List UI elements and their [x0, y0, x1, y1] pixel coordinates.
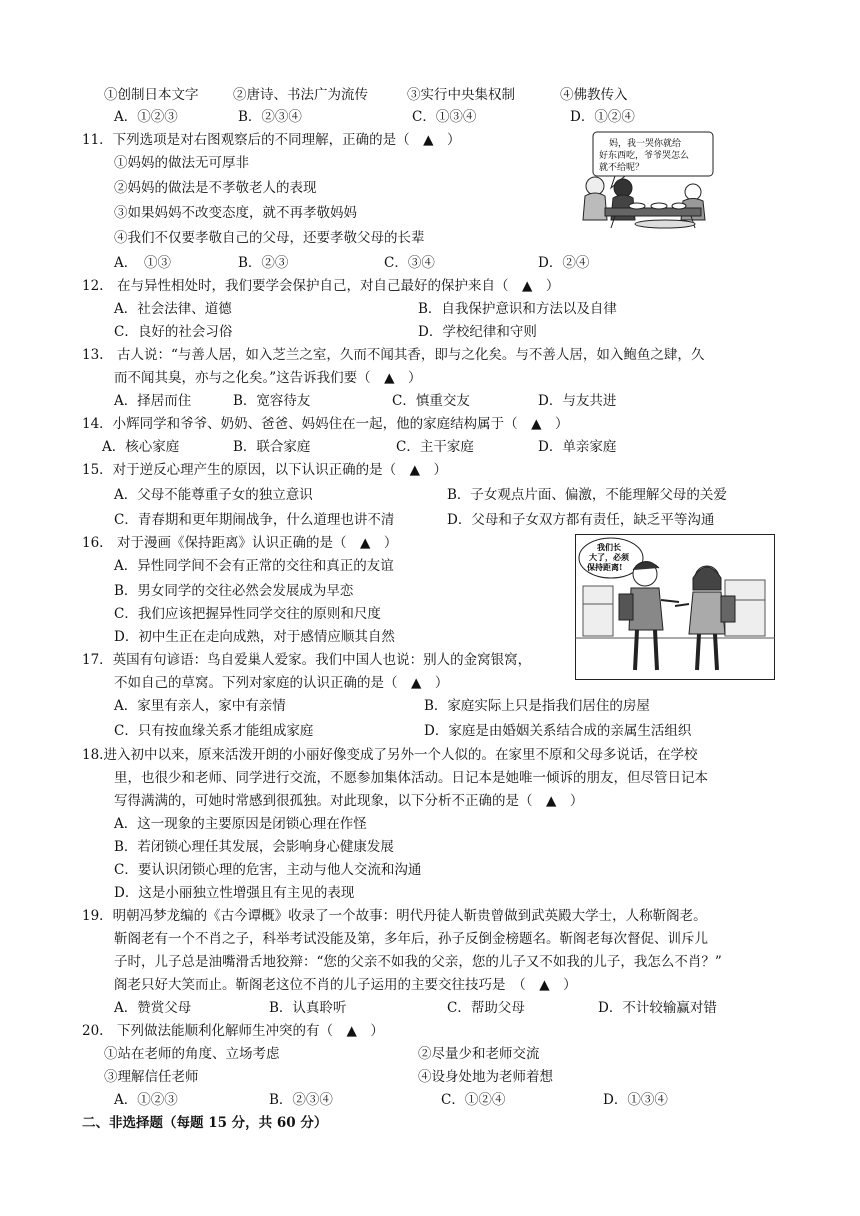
q12-option-c: C．良好的社会习俗	[114, 324, 233, 340]
q18-option-a: A．这一现象的主要原因是闭锁心理在作怪	[114, 816, 367, 832]
q11-bubble-line-3: 就不给呢？	[599, 163, 645, 173]
q11-item-3: ③如果妈妈不改变态度，就不再孝敬妈妈	[114, 205, 357, 221]
family-dinner-cartoon	[575, 130, 715, 230]
q16-option-d: D．初中生正在走向成熟，对于感情应顺其自然	[114, 629, 395, 645]
q18-option-b: B．若闭锁心理任其发展，会影响身心健康发展	[114, 839, 394, 855]
q11-bubble-line-2: 好东西吃，爷爷哭怎么	[599, 151, 690, 161]
top-item-3: ③实行中央集权制	[407, 87, 515, 103]
q15-option-b: B．子女观点片面、偏激，不能理解父母的关爱	[447, 487, 727, 503]
top-option-d: D．①②④	[570, 109, 635, 125]
q13-option-b: B．宽容待友	[233, 393, 311, 409]
q14-stem: 14．小辉同学和爷爷、奶奶、爸爸、妈妈住在一起，他的家庭结构属于（ ▲ ）	[82, 416, 569, 432]
q15-stem: 15．对于逆反心理产生的原因，以下认识正确的是（ ▲ ）	[82, 462, 448, 478]
q11-bubble-line-1: 妈，我一哭你就给	[609, 139, 682, 149]
q11-option-d: D．②④	[538, 255, 590, 271]
q15-option-a: A．父母不能尊重子女的独立意识	[114, 487, 313, 503]
q15-option-c: C．青春期和更年期闹战争，什么道理也讲不清	[114, 512, 395, 528]
keep-distance-cartoon	[575, 534, 775, 680]
q20-option-b: B．②③④	[269, 1092, 333, 1108]
q17-option-a: A．家里有亲人，家中有亲情	[114, 698, 286, 714]
q11-option-b: B．②③	[238, 255, 289, 271]
q18-stem-line-3: 写得满满的，可她时常感到很孤独。对此现象，以下分析不正确的是（ ▲ ）	[114, 793, 584, 809]
q16-option-c: C．我们应该把握异性同学交往的原则和尺度	[114, 606, 381, 622]
q20-stem: 20. 下列做法能顺利化解师生冲突的有（ ▲ ）	[82, 1023, 384, 1039]
q14-option-a: A．核心家庭	[102, 439, 180, 455]
q19-stem-line-4: 阁老只好大笑而止。靳阁老这位不肖的儿子运用的主要交往技巧是 （ ▲ ）	[114, 977, 577, 993]
top-item-1: ①创制日本文字	[104, 87, 199, 103]
q20-option-d: D．①③④	[603, 1092, 668, 1108]
q14-option-c: C．主干家庭	[396, 439, 474, 455]
q16-stem: 16. 对于漫画《保持距离》认识正确的是（ ▲ ）	[82, 535, 398, 551]
q20-item-3: ③理解信任老师	[104, 1069, 199, 1085]
q14-option-d: D．单亲家庭	[538, 439, 617, 455]
q11-option-a: A． ①③	[114, 255, 171, 271]
q20-item-1: ①站在老师的角度、立场考虑	[104, 1046, 280, 1062]
q17-stem-line-2: 不如自己的草窝。下列对家庭的认识正确的是（ ▲ ）	[114, 675, 449, 691]
top-option-c: C．①③④	[412, 109, 477, 125]
q20-item-4: ④设身处地为老师着想	[418, 1069, 553, 1085]
q12-option-b: B．自我保护意识和方法以及自律	[418, 301, 617, 317]
top-option-b: B．②③④	[238, 109, 302, 125]
q16-option-a: A．异性同学间不会有正常的交往和真正的友谊	[114, 558, 394, 574]
q18-stem-line-2: 里，也很少和老师、同学进行交流，不愿参加集体活动。日记本是她唯一倾诉的朋友，但尽管日记本	[114, 770, 708, 786]
top-option-a: A．①②③	[114, 109, 178, 125]
q17-option-c: C．只有按血缘关系才能组成家庭	[114, 723, 314, 739]
q16-bubble-line-3: 保持距离!	[587, 562, 623, 572]
q12-option-a: A．社会法律、道德	[114, 301, 232, 317]
q11-item-4: ④我们不仅要孝敬自己的父母，还要孝敬父母的长辈	[114, 230, 425, 246]
q11-option-c: C．③④	[384, 255, 435, 271]
q14-option-b: B．联合家庭	[233, 439, 311, 455]
q13-option-a: A．择居而住	[114, 393, 192, 409]
q17-option-b: B．家庭实际上只是指我们居住的房屋	[424, 698, 650, 714]
q12-stem: 12. 在与异性相处时，我们要学会保护自己，对自己最好的保护来自（ ▲ ）	[82, 278, 560, 294]
q19-option-c: C．帮助父母	[447, 1000, 525, 1016]
q18-option-d: D．这是小丽独立性增强且有主见的表现	[114, 885, 355, 901]
q15-option-d: D．父母和子女双方都有责任，缺乏平等沟通	[447, 512, 715, 528]
q16-bubble-line-2: 大了，必须	[589, 552, 629, 562]
q19-option-a: A．赞赏父母	[114, 1000, 192, 1016]
q17-stem-line-1: 17．英国有句谚语：鸟自爱巢人爱家。我们中国人也说：别人的金窝银窝，	[82, 652, 532, 668]
q11-item-2: ②妈妈的做法是不孝敬老人的表现	[114, 180, 317, 196]
q19-stem-line-1: 19．明朝冯梦龙编的《古今谭概》收录了一个故事：明代丹徒人靳贵曾做到武英殿大学士，人称靳阁老。	[82, 908, 707, 924]
q19-stem-line-3: 子时，儿子总是油嘴滑舌地狡辩：“您的父亲不如我的父亲，您的儿子又不如我的儿子，我怎么不肖？”	[114, 954, 722, 970]
q18-stem-line-1: 18.进入初中以来，原来活泼开朗的小丽好像变成了另外一个人似的。在家里不原和父母多说话，在学校	[82, 747, 698, 763]
q20-option-a: A．①②③	[114, 1092, 178, 1108]
q13-stem-line-1: 13. 古人说：“与善人居，如入芝兰之室，久而不闻其香，即与之化矣。与不善人居，如入鲍鱼之肆，久	[82, 347, 705, 363]
q13-option-d: D．与友共进	[538, 393, 617, 409]
q12-option-d: D．学校纪律和守则	[418, 324, 537, 340]
q19-option-b: B．认真聆听	[269, 1000, 347, 1016]
q18-option-c: C．要认识闭锁心理的危害，主动与他人交流和沟通	[114, 862, 422, 878]
q13-option-c: C．慎重交友	[392, 393, 470, 409]
q16-bubble-line-1: 我们长	[597, 542, 621, 552]
q11-stem: 11．下列选项是对右图观察后的不同理解，正确的是（ ▲ ）	[82, 132, 461, 148]
q13-stem-line-2: 而不闻其臭，亦与之化矣。”这告诉我们要（ ▲ ）	[114, 370, 422, 386]
q20-option-c: C．①②④	[441, 1092, 506, 1108]
q20-item-2: ②尽量少和老师交流	[418, 1046, 540, 1062]
q16-option-b: B．男女同学的交往必然会发展成为早恋	[114, 583, 354, 599]
top-item-4: ④佛教传入	[560, 87, 628, 103]
q11-item-1: ①妈妈的做法无可厚非	[114, 155, 249, 171]
section-2-heading: 二、非选择题（每题 15 分，共 60 分）	[82, 1115, 328, 1131]
top-item-2: ②唐诗、书法广为流传	[233, 87, 368, 103]
q17-option-d: D．家庭是由婚姻关系结合成的亲属生活组织	[424, 723, 692, 739]
q19-option-d: D．不计较输赢对错	[598, 1000, 717, 1016]
q19-stem-line-2: 靳阁老有一个不肖之子，科举考试没能及第，多年后，孙子反倒金榜题名。靳阁老每次督促、训斥儿	[114, 931, 708, 947]
